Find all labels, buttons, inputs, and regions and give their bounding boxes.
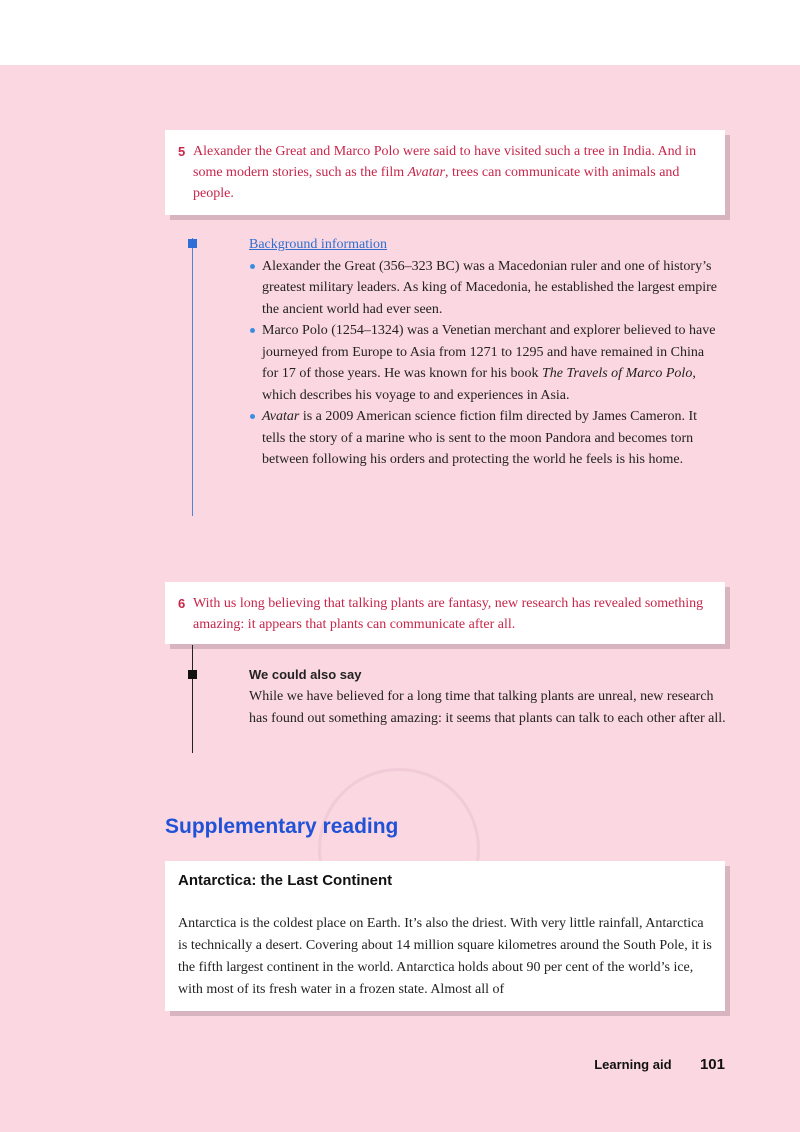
could-say-rule bbox=[192, 645, 193, 753]
supplementary-reading-box bbox=[165, 861, 725, 1011]
could-also-say-text: While we have believed for a long time that talking plants are unreal, new research has found out something amazing: it seems that plants can talk to each other after all. bbox=[249, 689, 726, 726]
page-footer bbox=[594, 1056, 725, 1074]
page-number: 101 bbox=[699, 1056, 725, 1073]
film-title: Avatar bbox=[407, 165, 445, 180]
could-also-say bbox=[249, 664, 729, 730]
note-number: 5 bbox=[178, 144, 186, 159]
footer-label: Learning aid bbox=[594, 1057, 672, 1072]
background-information bbox=[249, 234, 719, 471]
note-number: 6 bbox=[178, 596, 186, 611]
list-item: Marco Polo (1254–1324) was a Venetian merchant and explorer believed to have journeyed from Europe to Asia from 1271 to 1295 and have remained in China for 17 of those years. He was known for his book The Travels of Marco Polo, which describes his voyage to and experiences in Asia. bbox=[249, 320, 719, 406]
note-text: Alexander the Great and Marco Polo were said to have visited such a tree in India. And in some modern stories, such as the film Avatar, trees can communicate with animals and people. bbox=[193, 144, 697, 201]
background-info-list bbox=[249, 256, 719, 471]
square-marker-icon bbox=[188, 670, 197, 679]
background-info-title: Background information bbox=[249, 237, 388, 252]
list-item: Avatar is a 2009 American science fiction film directed by James Cameron. It tells the story of a marine who is sent to the moon Pandora and becomes torn between following his orders and protecting the world he feels is his home. bbox=[249, 406, 719, 471]
could-also-say-title: We could also say bbox=[249, 667, 362, 682]
square-marker-icon bbox=[188, 239, 197, 248]
section-heading: Supplementary reading bbox=[165, 815, 399, 838]
article-body: Antarctica is the coldest place on Earth. It’s also the driest. With very little rainfall, Antarctica is technically a desert. Covering about 14 million square kilometres around the South Pole, it is the fifth largest continent in the world. Antarctica holds about 90 per cent of the world’s ice, with most of its fresh water in a frozen state. Almost all of bbox=[178, 916, 712, 997]
note-box-5 bbox=[165, 130, 725, 215]
note-text: With us long believing that talking plants are fantasy, new research has revealed something amazing: it appears that plants can communicate after all. bbox=[193, 596, 704, 632]
note-box-6 bbox=[165, 582, 725, 644]
article-title: Antarctica: the Last Continent bbox=[178, 872, 393, 889]
background-info-rule bbox=[192, 238, 193, 516]
list-item: Alexander the Great (356–323 BC) was a Macedonian ruler and one of history’s greatest military leaders. As king of Macedonia, he established the largest empire the ancient world had ever seen. bbox=[249, 256, 719, 321]
